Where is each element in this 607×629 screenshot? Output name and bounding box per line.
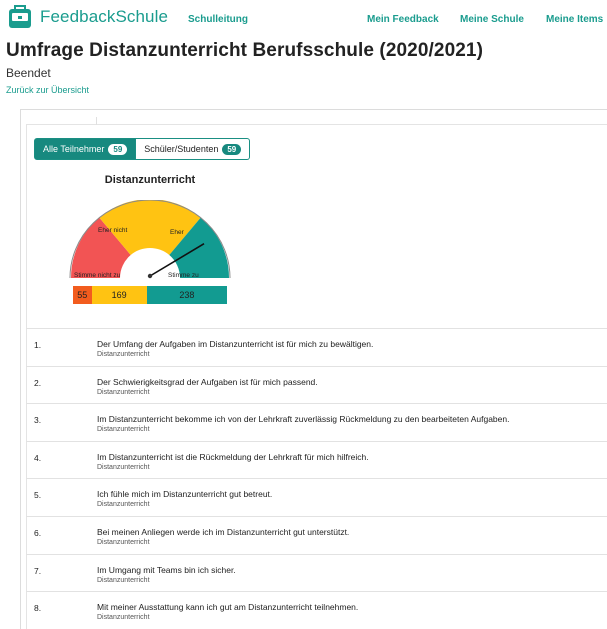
count-cell-disagree: 55 <box>73 286 92 304</box>
question-text: Im Distanzunterricht bekomme ich von der Lehrkraft zuverlässig Rückmeldung zu den bearbeiteten Aufgaben. <box>97 414 510 425</box>
question-text: Der Schwierigkeitsgrad der Aufgaben ist für mich passend. <box>97 376 318 387</box>
nav-schulleitung[interactable]: Schulleitung <box>188 14 248 25</box>
question-number: 7. <box>34 565 42 576</box>
question-category: Distanzunterricht <box>97 538 150 546</box>
question-row[interactable] <box>26 554 607 592</box>
question-row[interactable] <box>26 366 607 404</box>
tab-alle-teilnehmer[interactable] <box>34 138 136 160</box>
question-text: Mit meiner Ausstattung kann ich gut am Distanzunterricht teilnehmen. <box>97 602 359 613</box>
question-category: Distanzunterricht <box>97 426 150 434</box>
tab-label: Alle Teilnehmer <box>43 144 105 154</box>
question-category: Distanzunterricht <box>97 614 150 622</box>
count-badge: 59 <box>108 144 127 155</box>
question-number: 6. <box>34 527 42 538</box>
nav-meine-schule[interactable]: Meine Schule <box>460 14 524 25</box>
question-text: Ich fühle mich im Distanzunterricht gut betreut. <box>97 489 273 500</box>
count-badge: 59 <box>222 144 241 155</box>
question-text: Bei meinen Anliegen werde ich im Distanzunterricht gut unterstützt. <box>97 526 350 537</box>
panel-border-left <box>20 109 21 629</box>
question-row[interactable] <box>26 403 607 441</box>
page-title: Umfrage Distanzunterricht Berufsschule (2020/2021) <box>6 40 483 61</box>
question-category: Distanzunterricht <box>97 576 150 584</box>
question-category: Distanzunterricht <box>97 501 150 509</box>
gauge-chart <box>60 200 240 288</box>
question-text: Im Umgang mit Teams bin ich sicher. <box>97 564 236 575</box>
question-number: 8. <box>34 603 42 614</box>
inner-panel-border-top <box>26 124 607 125</box>
question-number: 5. <box>34 490 42 501</box>
question-row[interactable] <box>26 478 607 516</box>
back-to-overview-link[interactable]: Zurück zur Übersicht <box>6 85 90 95</box>
tab-label: Schüler/Studenten <box>144 144 219 154</box>
question-text: Der Umfang der Aufgaben im Distanzunterricht ist für mich zu bewältigen. <box>97 339 374 349</box>
question-category: Distanzunterricht <box>97 463 150 471</box>
question-row[interactable] <box>26 516 607 554</box>
chart-title: Distanzunterricht <box>104 174 196 186</box>
count-cell-neutral: 169 <box>92 286 147 304</box>
question-category: Distanzunterricht <box>97 351 150 358</box>
top-navbar <box>0 0 607 36</box>
panel-divider <box>96 117 97 125</box>
brand-logo[interactable] <box>6 4 168 30</box>
tab-schueler-studenten[interactable] <box>136 138 250 160</box>
panel-border-top <box>20 109 607 110</box>
question-category: Distanzunterricht <box>97 388 150 396</box>
gauge-label-eher: Eher <box>170 229 184 236</box>
question-row[interactable] <box>26 328 607 366</box>
school-bag-icon <box>6 4 34 30</box>
nav-mein-feedback[interactable]: Mein Feedback <box>367 14 439 25</box>
question-list <box>26 328 607 629</box>
answer-count-bar <box>73 286 227 304</box>
question-row[interactable] <box>26 591 607 629</box>
survey-status: Beendet <box>6 66 51 80</box>
question-number: 4. <box>34 452 42 463</box>
question-number: 3. <box>34 415 42 426</box>
gauge-label-stimme-nicht-zu: Stimme nicht zu <box>74 272 121 279</box>
question-row[interactable] <box>26 441 607 479</box>
participant-tabs <box>34 138 250 160</box>
question-number: 2. <box>34 377 42 388</box>
gauge-needle-pivot <box>148 274 152 278</box>
gauge-label-eher-nicht: Eher nicht <box>98 227 128 234</box>
gauge-label-stimme-zu: Stimme zu <box>168 272 199 279</box>
nav-meine-items[interactable]: Meine Items <box>546 14 604 25</box>
question-text: Im Distanzunterricht ist die Rückmeldung der Lehrkraft für mich hilfreich. <box>97 451 369 462</box>
count-cell-agree: 238 <box>147 286 227 304</box>
brand-name: FeedbackSchule <box>40 7 169 26</box>
question-number: 1. <box>34 340 42 350</box>
